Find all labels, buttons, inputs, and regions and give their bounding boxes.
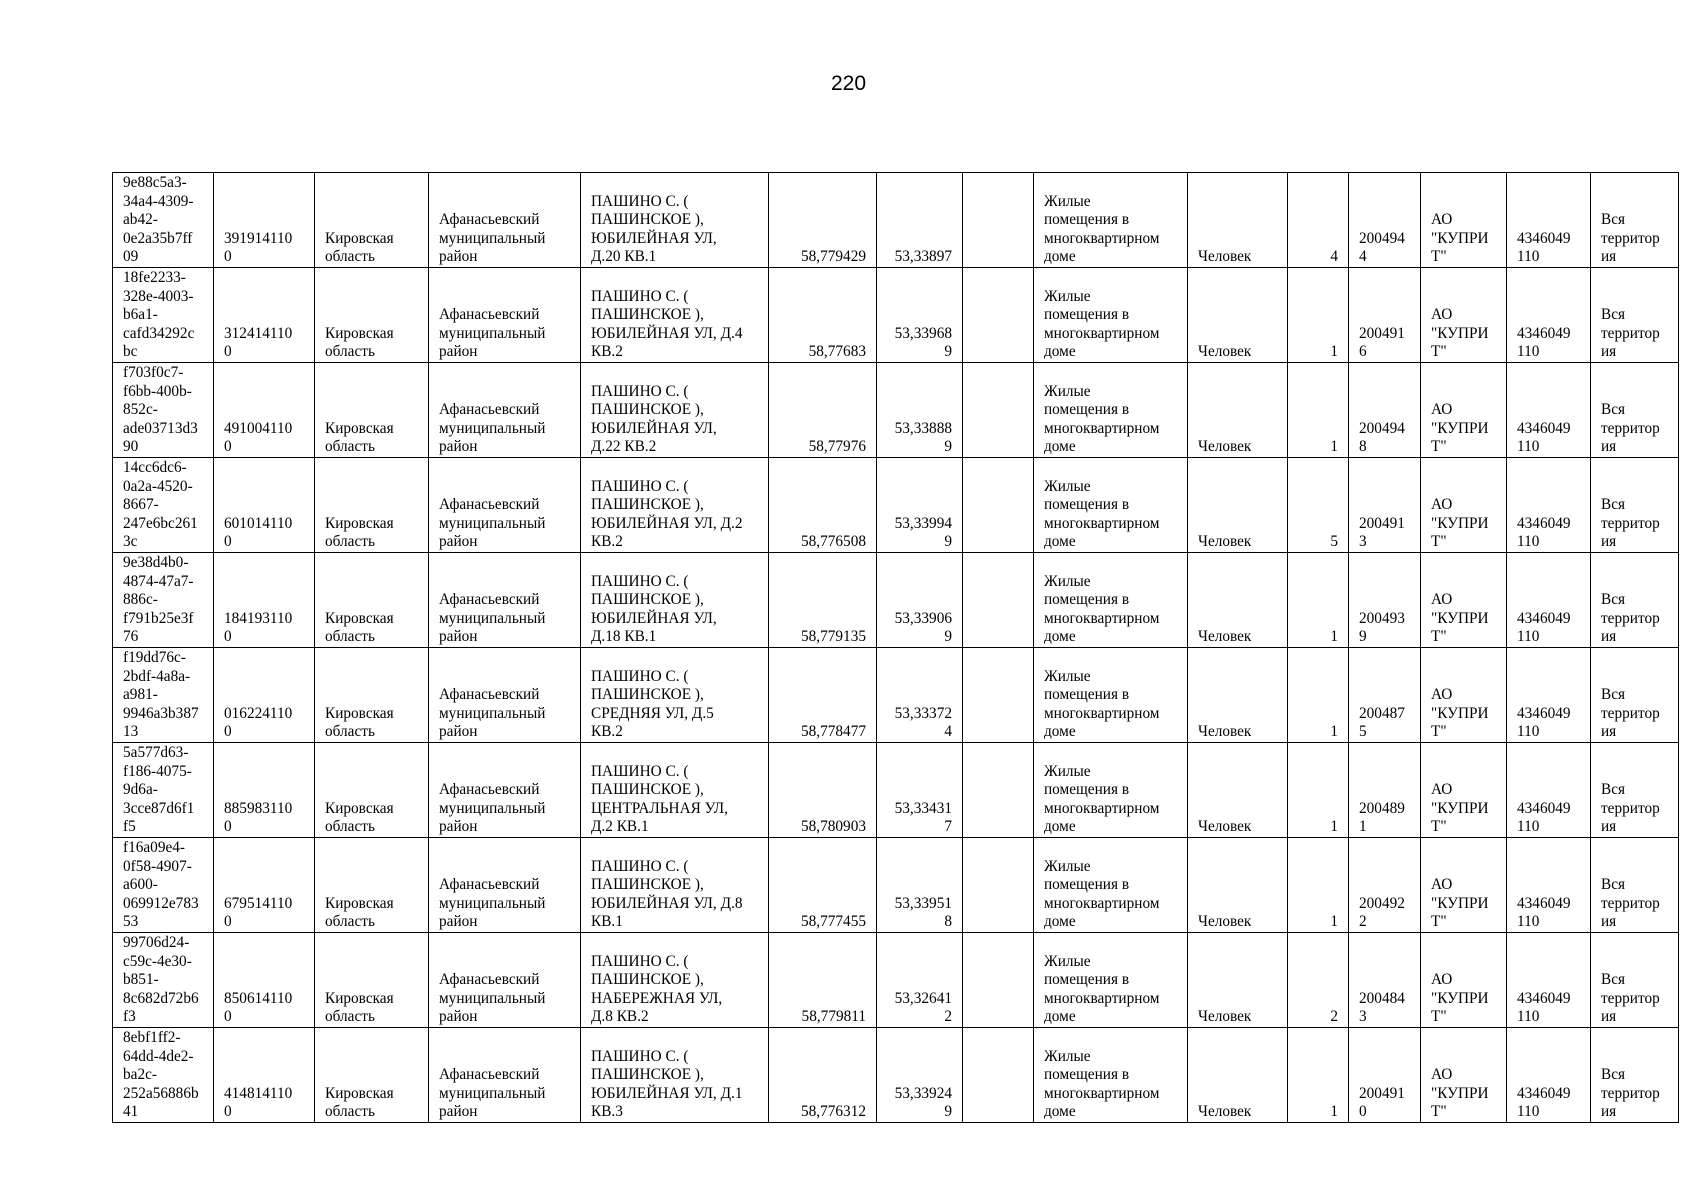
cell-district: Афанасьевский муниципальный район [429,838,581,933]
cell-address: ПАШИНО С. ( ПАШИНСКОЕ ), НАБЕРЕЖНАЯ УЛ, Д.8 КВ.2 [581,933,769,1028]
cell-object-type: Жилые помещения в многоквартирном доме [1034,933,1188,1028]
cell-organization: АО "КУПРИ Т" [1421,268,1507,363]
cell-number: 200491 3 [1349,458,1421,553]
cell-unit: Человек [1188,1028,1288,1123]
cell-number: 200484 3 [1349,933,1421,1028]
cell-quantity: 1 [1288,1028,1349,1123]
cell-quantity: 1 [1288,648,1349,743]
cell-district: Афанасьевский муниципальный район [429,933,581,1028]
cell-object-type: Жилые помещения в многоквартирном доме [1034,1028,1188,1123]
cell-latitude: 58,779135 [769,553,877,648]
cell-code: 184193110 0 [214,553,315,648]
cell-quantity: 1 [1288,838,1349,933]
cell-organization: АО "КУПРИ Т" [1421,363,1507,458]
cell-code: 491004110 0 [214,363,315,458]
cell-id: 9e88c5a3- 34a4-4309- ab42- 0e2a35b7ff 09 [113,173,214,268]
cell-empty [963,648,1034,743]
cell-district: Афанасьевский муниципальный район [429,1028,581,1123]
cell-district: Афанасьевский муниципальный район [429,173,581,268]
cell-id: 8ebf1ff2- 64dd-4de2- ba2c- 252a56886b 41 [113,1028,214,1123]
cell-quantity: 1 [1288,363,1349,458]
cell-unit: Человек [1188,363,1288,458]
cell-latitude: 58,779811 [769,933,877,1028]
cell-district: Афанасьевский муниципальный район [429,363,581,458]
cell-inn: 4346049 110 [1507,553,1591,648]
cell-longitude: 53,33951 8 [877,838,963,933]
cell-code: 391914110 0 [214,173,315,268]
cell-territory: Вся территор ия [1591,458,1679,553]
cell-empty [963,553,1034,648]
cell-inn: 4346049 110 [1507,173,1591,268]
cell-number: 200491 0 [1349,1028,1421,1123]
cell-unit: Человек [1188,458,1288,553]
cell-unit: Человек [1188,648,1288,743]
cell-latitude: 58,779429 [769,173,877,268]
table-row [113,553,1679,648]
cell-inn: 4346049 110 [1507,933,1591,1028]
cell-id: f703f0c7- f6bb-400b- 852c- ade03713d3 90 [113,363,214,458]
cell-organization: АО "КУПРИ Т" [1421,1028,1507,1123]
cell-latitude: 58,776508 [769,458,877,553]
cell-empty [963,1028,1034,1123]
cell-empty [963,743,1034,838]
cell-territory: Вся территор ия [1591,173,1679,268]
table-row [113,648,1679,743]
cell-region: Кировская область [315,268,429,363]
cell-unit: Человек [1188,173,1288,268]
cell-empty [963,933,1034,1028]
cell-quantity: 2 [1288,933,1349,1028]
cell-region: Кировская область [315,363,429,458]
cell-object-type: Жилые помещения в многоквартирном доме [1034,838,1188,933]
cell-longitude: 53,33372 4 [877,648,963,743]
table-row [113,458,1679,553]
page-number: 220 [830,72,867,95]
cell-organization: АО "КУПРИ Т" [1421,553,1507,648]
cell-organization: АО "КУПРИ Т" [1421,933,1507,1028]
cell-id: f19dd76c- 2bdf-4a8a- a981- 9946a3b387 13 [113,648,214,743]
cell-inn: 4346049 110 [1507,268,1591,363]
cell-code: 885983110 0 [214,743,315,838]
cell-address: ПАШИНО С. ( ПАШИНСКОЕ ), ЮБИЛЕЙНАЯ УЛ, Д.4 КВ.2 [581,268,769,363]
cell-address: ПАШИНО С. ( ПАШИНСКОЕ ), ЮБИЛЕЙНАЯ УЛ, Д.18 КВ.1 [581,553,769,648]
cell-address: ПАШИНО С. ( ПАШИНСКОЕ ), ЦЕНТРАЛЬНАЯ УЛ, Д.2 КВ.1 [581,743,769,838]
cell-empty [963,838,1034,933]
cell-number: 200491 6 [1349,268,1421,363]
cell-inn: 4346049 110 [1507,838,1591,933]
cell-address: ПАШИНО С. ( ПАШИНСКОЕ ), ЮБИЛЕЙНАЯ УЛ, Д.20 КВ.1 [581,173,769,268]
cell-code: 850614110 0 [214,933,315,1028]
cell-address: ПАШИНО С. ( ПАШИНСКОЕ ), СРЕДНЯЯ УЛ, Д.5 КВ.2 [581,648,769,743]
cell-quantity: 1 [1288,268,1349,363]
cell-region: Кировская область [315,648,429,743]
cell-number: 200492 2 [1349,838,1421,933]
cell-unit: Человек [1188,268,1288,363]
cell-latitude: 58,77683 [769,268,877,363]
cell-longitude: 53,32641 2 [877,933,963,1028]
cell-territory: Вся территор ия [1591,933,1679,1028]
cell-number: 200494 8 [1349,363,1421,458]
cell-district: Афанасьевский муниципальный район [429,648,581,743]
cell-organization: АО "КУПРИ Т" [1421,648,1507,743]
cell-object-type: Жилые помещения в многоквартирном доме [1034,648,1188,743]
cell-address: ПАШИНО С. ( ПАШИНСКОЕ ), ЮБИЛЕЙНАЯ УЛ, Д.2 КВ.2 [581,458,769,553]
cell-empty [963,173,1034,268]
cell-empty [963,458,1034,553]
cell-district: Афанасьевский муниципальный район [429,553,581,648]
cell-number: 200494 4 [1349,173,1421,268]
cell-longitude: 53,33897 [877,173,963,268]
cell-latitude: 58,780903 [769,743,877,838]
cell-territory: Вся территор ия [1591,553,1679,648]
cell-code: 679514110 0 [214,838,315,933]
cell-unit: Человек [1188,838,1288,933]
cell-empty [963,363,1034,458]
cell-unit: Человек [1188,553,1288,648]
cell-longitude: 53,33906 9 [877,553,963,648]
cell-quantity: 4 [1288,173,1349,268]
cell-object-type: Жилые помещения в многоквартирном доме [1034,553,1188,648]
cell-region: Кировская область [315,1028,429,1123]
cell-region: Кировская область [315,838,429,933]
cell-id: 5a577d63- f186-4075- 9d6a- 3cce87d6f1 f5 [113,743,214,838]
cell-code: 414814110 0 [214,1028,315,1123]
cell-district: Афанасьевский муниципальный район [429,458,581,553]
cell-code: 312414110 0 [214,268,315,363]
cell-region: Кировская область [315,458,429,553]
cell-longitude: 53,33431 7 [877,743,963,838]
cell-empty [963,268,1034,363]
cell-longitude: 53,33888 9 [877,363,963,458]
cell-organization: АО "КУПРИ Т" [1421,838,1507,933]
cell-region: Кировская область [315,173,429,268]
cell-unit: Человек [1188,933,1288,1028]
cell-number: 200493 9 [1349,553,1421,648]
table-row [113,838,1679,933]
cell-territory: Вся территор ия [1591,838,1679,933]
table-row [113,743,1679,838]
cell-region: Кировская область [315,933,429,1028]
table-row [113,268,1679,363]
cell-quantity: 1 [1288,553,1349,648]
cell-latitude: 58,776312 [769,1028,877,1123]
cell-territory: Вся территор ия [1591,268,1679,363]
cell-district: Афанасьевский муниципальный район [429,268,581,363]
registry-table [112,172,1679,1123]
cell-number: 200489 1 [1349,743,1421,838]
cell-inn: 4346049 110 [1507,648,1591,743]
cell-inn: 4346049 110 [1507,1028,1591,1123]
table-row [113,363,1679,458]
cell-object-type: Жилые помещения в многоквартирном доме [1034,743,1188,838]
cell-code: 601014110 0 [214,458,315,553]
cell-district: Афанасьевский муниципальный район [429,743,581,838]
cell-territory: Вся территор ия [1591,363,1679,458]
cell-latitude: 58,778477 [769,648,877,743]
table-row [113,1028,1679,1123]
cell-longitude: 53,33994 9 [877,458,963,553]
cell-object-type: Жилые помещения в многоквартирном доме [1034,268,1188,363]
cell-unit: Человек [1188,743,1288,838]
cell-latitude: 58,777455 [769,838,877,933]
cell-object-type: Жилые помещения в многоквартирном доме [1034,363,1188,458]
cell-id: 99706d24- c59c-4e30- b851- 8c682d72b6 f3 [113,933,214,1028]
cell-address: ПАШИНО С. ( ПАШИНСКОЕ ), ЮБИЛЕЙНАЯ УЛ, Д.22 КВ.2 [581,363,769,458]
cell-inn: 4346049 110 [1507,743,1591,838]
cell-region: Кировская область [315,553,429,648]
cell-object-type: Жилые помещения в многоквартирном доме [1034,173,1188,268]
cell-longitude: 53,33968 9 [877,268,963,363]
cell-organization: АО "КУПРИ Т" [1421,173,1507,268]
cell-latitude: 58,77976 [769,363,877,458]
cell-id: 9e38d4b0- 4874-47a7- 886c- f791b25e3f 76 [113,553,214,648]
cell-territory: Вся территор ия [1591,743,1679,838]
cell-object-type: Жилые помещения в многоквартирном доме [1034,458,1188,553]
cell-longitude: 53,33924 9 [877,1028,963,1123]
table-row [113,933,1679,1028]
cell-id: 14cc6dc6- 0a2a-4520- 8667- 247e6bc261 3c [113,458,214,553]
cell-quantity: 5 [1288,458,1349,553]
cell-code: 016224110 0 [214,648,315,743]
table-row [113,173,1679,268]
cell-quantity: 1 [1288,743,1349,838]
cell-organization: АО "КУПРИ Т" [1421,743,1507,838]
cell-address: ПАШИНО С. ( ПАШИНСКОЕ ), ЮБИЛЕЙНАЯ УЛ, Д.1 КВ.3 [581,1028,769,1123]
cell-territory: Вся территор ия [1591,1028,1679,1123]
cell-territory: Вся территор ия [1591,648,1679,743]
cell-region: Кировская область [315,743,429,838]
cell-number: 200487 5 [1349,648,1421,743]
cell-organization: АО "КУПРИ Т" [1421,458,1507,553]
cell-inn: 4346049 110 [1507,363,1591,458]
cell-id: f16a09e4- 0f58-4907- a600- 069912e783 53 [113,838,214,933]
cell-address: ПАШИНО С. ( ПАШИНСКОЕ ), ЮБИЛЕЙНАЯ УЛ, Д.8 КВ.1 [581,838,769,933]
cell-id: 18fe2233- 328e-4003- b6a1- cafd34292c bc [113,268,214,363]
cell-inn: 4346049 110 [1507,458,1591,553]
